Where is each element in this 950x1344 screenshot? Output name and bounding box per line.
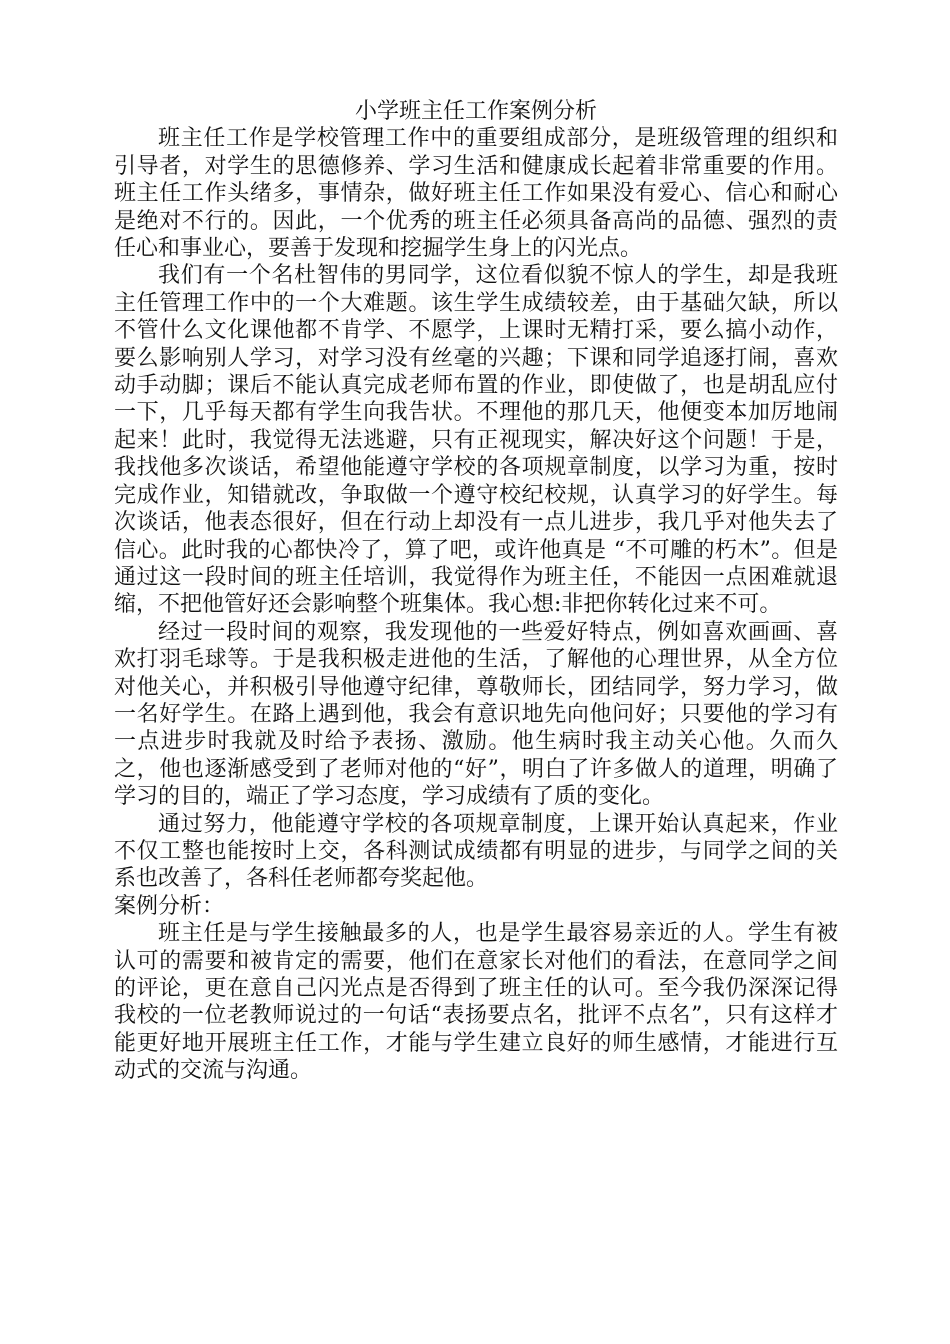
document-page	[114, 98, 838, 1085]
document-title: 小学班主任工作案例分析	[354, 99, 597, 124]
paragraph-analysis: 班主任是与学生接触最多的人，也是学生最容易亲近的人。学生有被认可的需要和被肯定的需要，他们在意家长对他们的看法，在意同学之间的评论，更在意自己闪光点是否得到了班主任的认可。至今我仍深深记得我校的一位老教师说过的一句话“表扬要点名，批评不点名”，只有这样才能更好地开展班主任工作，才能与学生建立良好的师生感情，才能进行互动式的交流与沟通。	[114, 921, 838, 1084]
paragraph-intro: 班主任工作是学校管理工作中的重要组成部分，是班级管理的组织和引导者，对学生的思德修养、学习生活和健康成长起着非常重要的作用。班主任工作头绪多，事情杂，做好班主任工作如果没有爱心、信心和耐心是绝对不行的。因此，一个优秀的班主任必须具备高尚的品德、强烈的责任心和事业心，要善于发现和挖掘学生身上的闪光点。	[114, 126, 838, 262]
paragraph-result: 通过努力，他能遵守学校的各项规章制度，上课开始认真起来，作业不仅工整也能按时上交，各科测试成绩都有明显的进步，与同学之间的关系也改善了，各科任老师都夸奖起他。	[114, 811, 838, 892]
analysis-heading: 案例分析：	[114, 893, 225, 919]
paragraph-observation: 经过一段时间的观察，我发现他的一些爱好特点，例如喜欢画画、喜欢打羽毛球等。于是我积极走进他的生活，了解他的心理世界，从全方位对他关心，并积极引导他遵守纪律，尊敬师长，团结同学，努力学习，做一名好学生。在路上遇到他，我会有意识地先向他问好；只要他的学习有一点进步时我就及时给予表扬、激励。他生病时我主动关心他。久而久之，他也逐渐感受到了老师对他的“好”，明白了许多做人的道理，明确了学习的目的，端正了学习态度，学习成绩有了质的变化。	[114, 619, 838, 810]
paragraph-case: 我们有一个名杜智伟的男同学，这位看似貌不惊人的学生，却是我班主任管理工作中的一个大难题。该生学生成绩较差，由于基础欠缺，所以不管什么文化课他都不肯学、不愿学，上课时无精打采，要么搞小动作，要么影响别人学习，对学习没有丝毫的兴趣；下课和同学追逐打闹，喜欢动手动脚；课后不能认真完成老师布置的作业，即使做了，也是胡乱应付一下，几乎每天都有学生向我告状。不理他的那几天，他便变本加厉地闹起来！此时，我觉得无法逃避，只有正视现实，解决好这个问题！于是，我找他多次谈话，希望他能遵守学校的各项规章制度，以学习为重，按时完成作业，知错就改，争取做一个遵守校纪校规，认真学习的好学生。每次谈话，他表态很好，但在行动上却没有一点儿进步，我几乎对他失去了信心。此时我的心都快冷了，算了吧，或许他真是 “不可雕的朽木”。但是通过这一段时间的班主任培训，我觉得作为班主任，不能因一点困难就退缩，不把他管好还会影响整个班集体。我心想:非把你转化过来不可。	[114, 263, 838, 618]
